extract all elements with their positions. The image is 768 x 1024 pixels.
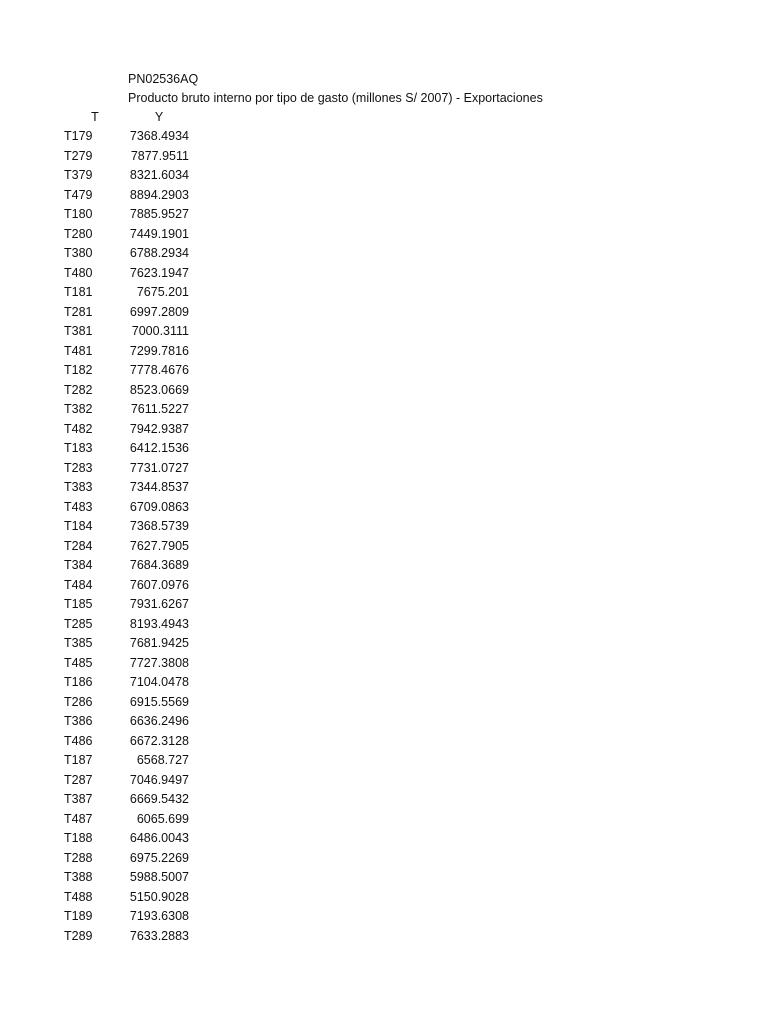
table-row xyxy=(0,576,768,596)
table-row xyxy=(0,907,768,927)
period-cell: T287 xyxy=(64,772,93,787)
value-cell: 8523.0669 xyxy=(129,382,189,397)
table-row xyxy=(0,186,768,206)
period-cell: T488 xyxy=(64,889,93,904)
period-cell: T382 xyxy=(64,402,93,416)
table-row xyxy=(0,888,768,908)
table-row xyxy=(0,498,768,518)
value-cell: 7931.6267 xyxy=(129,597,189,611)
column-header-t: T xyxy=(91,110,99,124)
value-cell: 6788.2934 xyxy=(129,246,189,260)
period-cell: T482 xyxy=(64,421,93,436)
value-cell: 7727.3808 xyxy=(129,655,189,670)
value-cell: 7623.1947 xyxy=(129,265,189,280)
period-cell: T283 xyxy=(64,460,93,475)
period-cell: T284 xyxy=(64,538,93,553)
table-row xyxy=(0,849,768,869)
table-row xyxy=(0,166,768,186)
value-cell: 6065.699 xyxy=(136,811,189,826)
period-cell: T385 xyxy=(64,636,93,650)
table-row xyxy=(0,868,768,888)
table-row xyxy=(0,829,768,849)
period-cell: T289 xyxy=(64,928,93,943)
period-cell: T480 xyxy=(64,265,93,280)
period-cell: T483 xyxy=(64,499,93,514)
period-cell: T484 xyxy=(64,577,93,592)
value-cell: 7675.201 xyxy=(136,285,189,299)
value-cell: 7607.0976 xyxy=(129,577,189,592)
table-row xyxy=(0,381,768,401)
period-cell: T187 xyxy=(64,753,93,767)
series-code: PN02536AQ xyxy=(128,72,199,86)
period-cell: T384 xyxy=(64,558,93,572)
table-row xyxy=(0,654,768,674)
value-cell: 8894.2903 xyxy=(129,187,189,202)
period-cell: T185 xyxy=(64,597,93,611)
value-cell: 6568.727 xyxy=(136,753,189,767)
value-cell: 7368.4934 xyxy=(129,129,189,143)
value-cell: 7368.5739 xyxy=(129,519,189,533)
value-cell: 7299.7816 xyxy=(129,343,189,358)
table-row xyxy=(0,342,768,362)
data-rows xyxy=(0,127,768,946)
table-row xyxy=(0,420,768,440)
value-cell: 6709.0863 xyxy=(129,499,189,514)
period-cell: T281 xyxy=(64,304,93,319)
value-cell: 7684.3689 xyxy=(129,558,189,572)
period-cell: T280 xyxy=(64,226,93,241)
table-row xyxy=(0,303,768,323)
value-cell: 5988.5007 xyxy=(129,870,189,884)
table-row xyxy=(0,400,768,420)
table-row xyxy=(0,712,768,732)
value-cell: 6997.2809 xyxy=(129,304,189,319)
value-cell: 7731.0727 xyxy=(129,460,189,475)
value-cell: 7449.1901 xyxy=(129,226,189,241)
period-cell: T383 xyxy=(64,480,93,494)
period-cell: T381 xyxy=(64,324,93,338)
table-row xyxy=(0,517,768,537)
period-cell: T182 xyxy=(64,363,93,377)
value-cell: 5150.9028 xyxy=(129,889,189,904)
table-row xyxy=(0,693,768,713)
value-cell: 7000.3111 xyxy=(131,324,189,338)
table-row xyxy=(0,459,768,479)
table-row xyxy=(0,927,768,947)
table-row xyxy=(0,732,768,752)
value-cell: 7633.2883 xyxy=(129,928,189,943)
period-cell: T386 xyxy=(64,714,93,728)
period-cell: T479 xyxy=(64,187,93,202)
table-row xyxy=(0,322,768,342)
period-cell: T189 xyxy=(64,909,93,923)
value-cell: 6672.3128 xyxy=(129,733,189,748)
value-cell: 6636.2496 xyxy=(129,714,189,728)
value-cell: 7877.9511 xyxy=(130,148,189,163)
table-row xyxy=(0,790,768,810)
table-row xyxy=(0,225,768,245)
value-cell: 7778.4676 xyxy=(129,363,189,377)
value-cell: 7344.8537 xyxy=(129,480,189,494)
period-cell: T387 xyxy=(64,792,93,806)
table-row xyxy=(0,205,768,225)
table-row xyxy=(0,634,768,654)
table-row xyxy=(0,439,768,459)
period-cell: T181 xyxy=(64,285,93,299)
period-cell: T183 xyxy=(64,441,93,455)
value-cell: 8321.6034 xyxy=(129,168,189,182)
period-cell: T179 xyxy=(64,129,93,143)
value-cell: 7885.9527 xyxy=(129,207,189,221)
table-row xyxy=(0,615,768,635)
value-cell: 6669.5432 xyxy=(129,792,189,806)
period-cell: T279 xyxy=(64,148,93,163)
table-row xyxy=(0,478,768,498)
value-cell: 7942.9387 xyxy=(129,421,189,436)
period-cell: T184 xyxy=(64,519,93,533)
period-cell: T380 xyxy=(64,246,93,260)
value-cell: 7046.9497 xyxy=(129,772,189,787)
table-row xyxy=(0,147,768,167)
table-row xyxy=(0,810,768,830)
value-cell: 6975.2269 xyxy=(129,850,189,865)
value-cell: 7627.7905 xyxy=(129,538,189,553)
period-cell: T481 xyxy=(64,343,93,358)
value-cell: 6412.1536 xyxy=(129,441,189,455)
table-row xyxy=(0,537,768,557)
table-row xyxy=(0,361,768,381)
column-header-y: Y xyxy=(154,110,164,124)
table-row xyxy=(0,556,768,576)
value-cell: 8193.4943 xyxy=(129,616,189,631)
period-cell: T288 xyxy=(64,850,93,865)
period-cell: T379 xyxy=(64,168,93,182)
value-cell: 7193.6308 xyxy=(129,909,189,923)
value-cell: 7611.5227 xyxy=(130,402,189,416)
table-row xyxy=(0,244,768,264)
series-title: Producto bruto interno por tipo de gasto (millones S/ 2007) - Exportaciones xyxy=(128,91,543,105)
table-row xyxy=(0,127,768,147)
value-cell: 6915.5569 xyxy=(129,694,189,709)
table-row xyxy=(0,264,768,284)
period-cell: T285 xyxy=(64,616,93,631)
period-cell: T487 xyxy=(64,811,93,826)
table-row xyxy=(0,771,768,791)
value-cell: 6486.0043 xyxy=(129,831,189,845)
table-row xyxy=(0,283,768,303)
period-cell: T188 xyxy=(64,831,93,845)
period-cell: T388 xyxy=(64,870,93,884)
period-cell: T286 xyxy=(64,694,93,709)
value-cell: 7681.9425 xyxy=(129,636,189,650)
table-row xyxy=(0,673,768,693)
period-cell: T282 xyxy=(64,382,93,397)
period-cell: T186 xyxy=(64,675,93,689)
value-cell: 7104.0478 xyxy=(129,675,189,689)
period-cell: T485 xyxy=(64,655,93,670)
period-cell: T180 xyxy=(64,207,93,221)
table-row xyxy=(0,595,768,615)
period-cell: T486 xyxy=(64,733,93,748)
table-row xyxy=(0,751,768,771)
